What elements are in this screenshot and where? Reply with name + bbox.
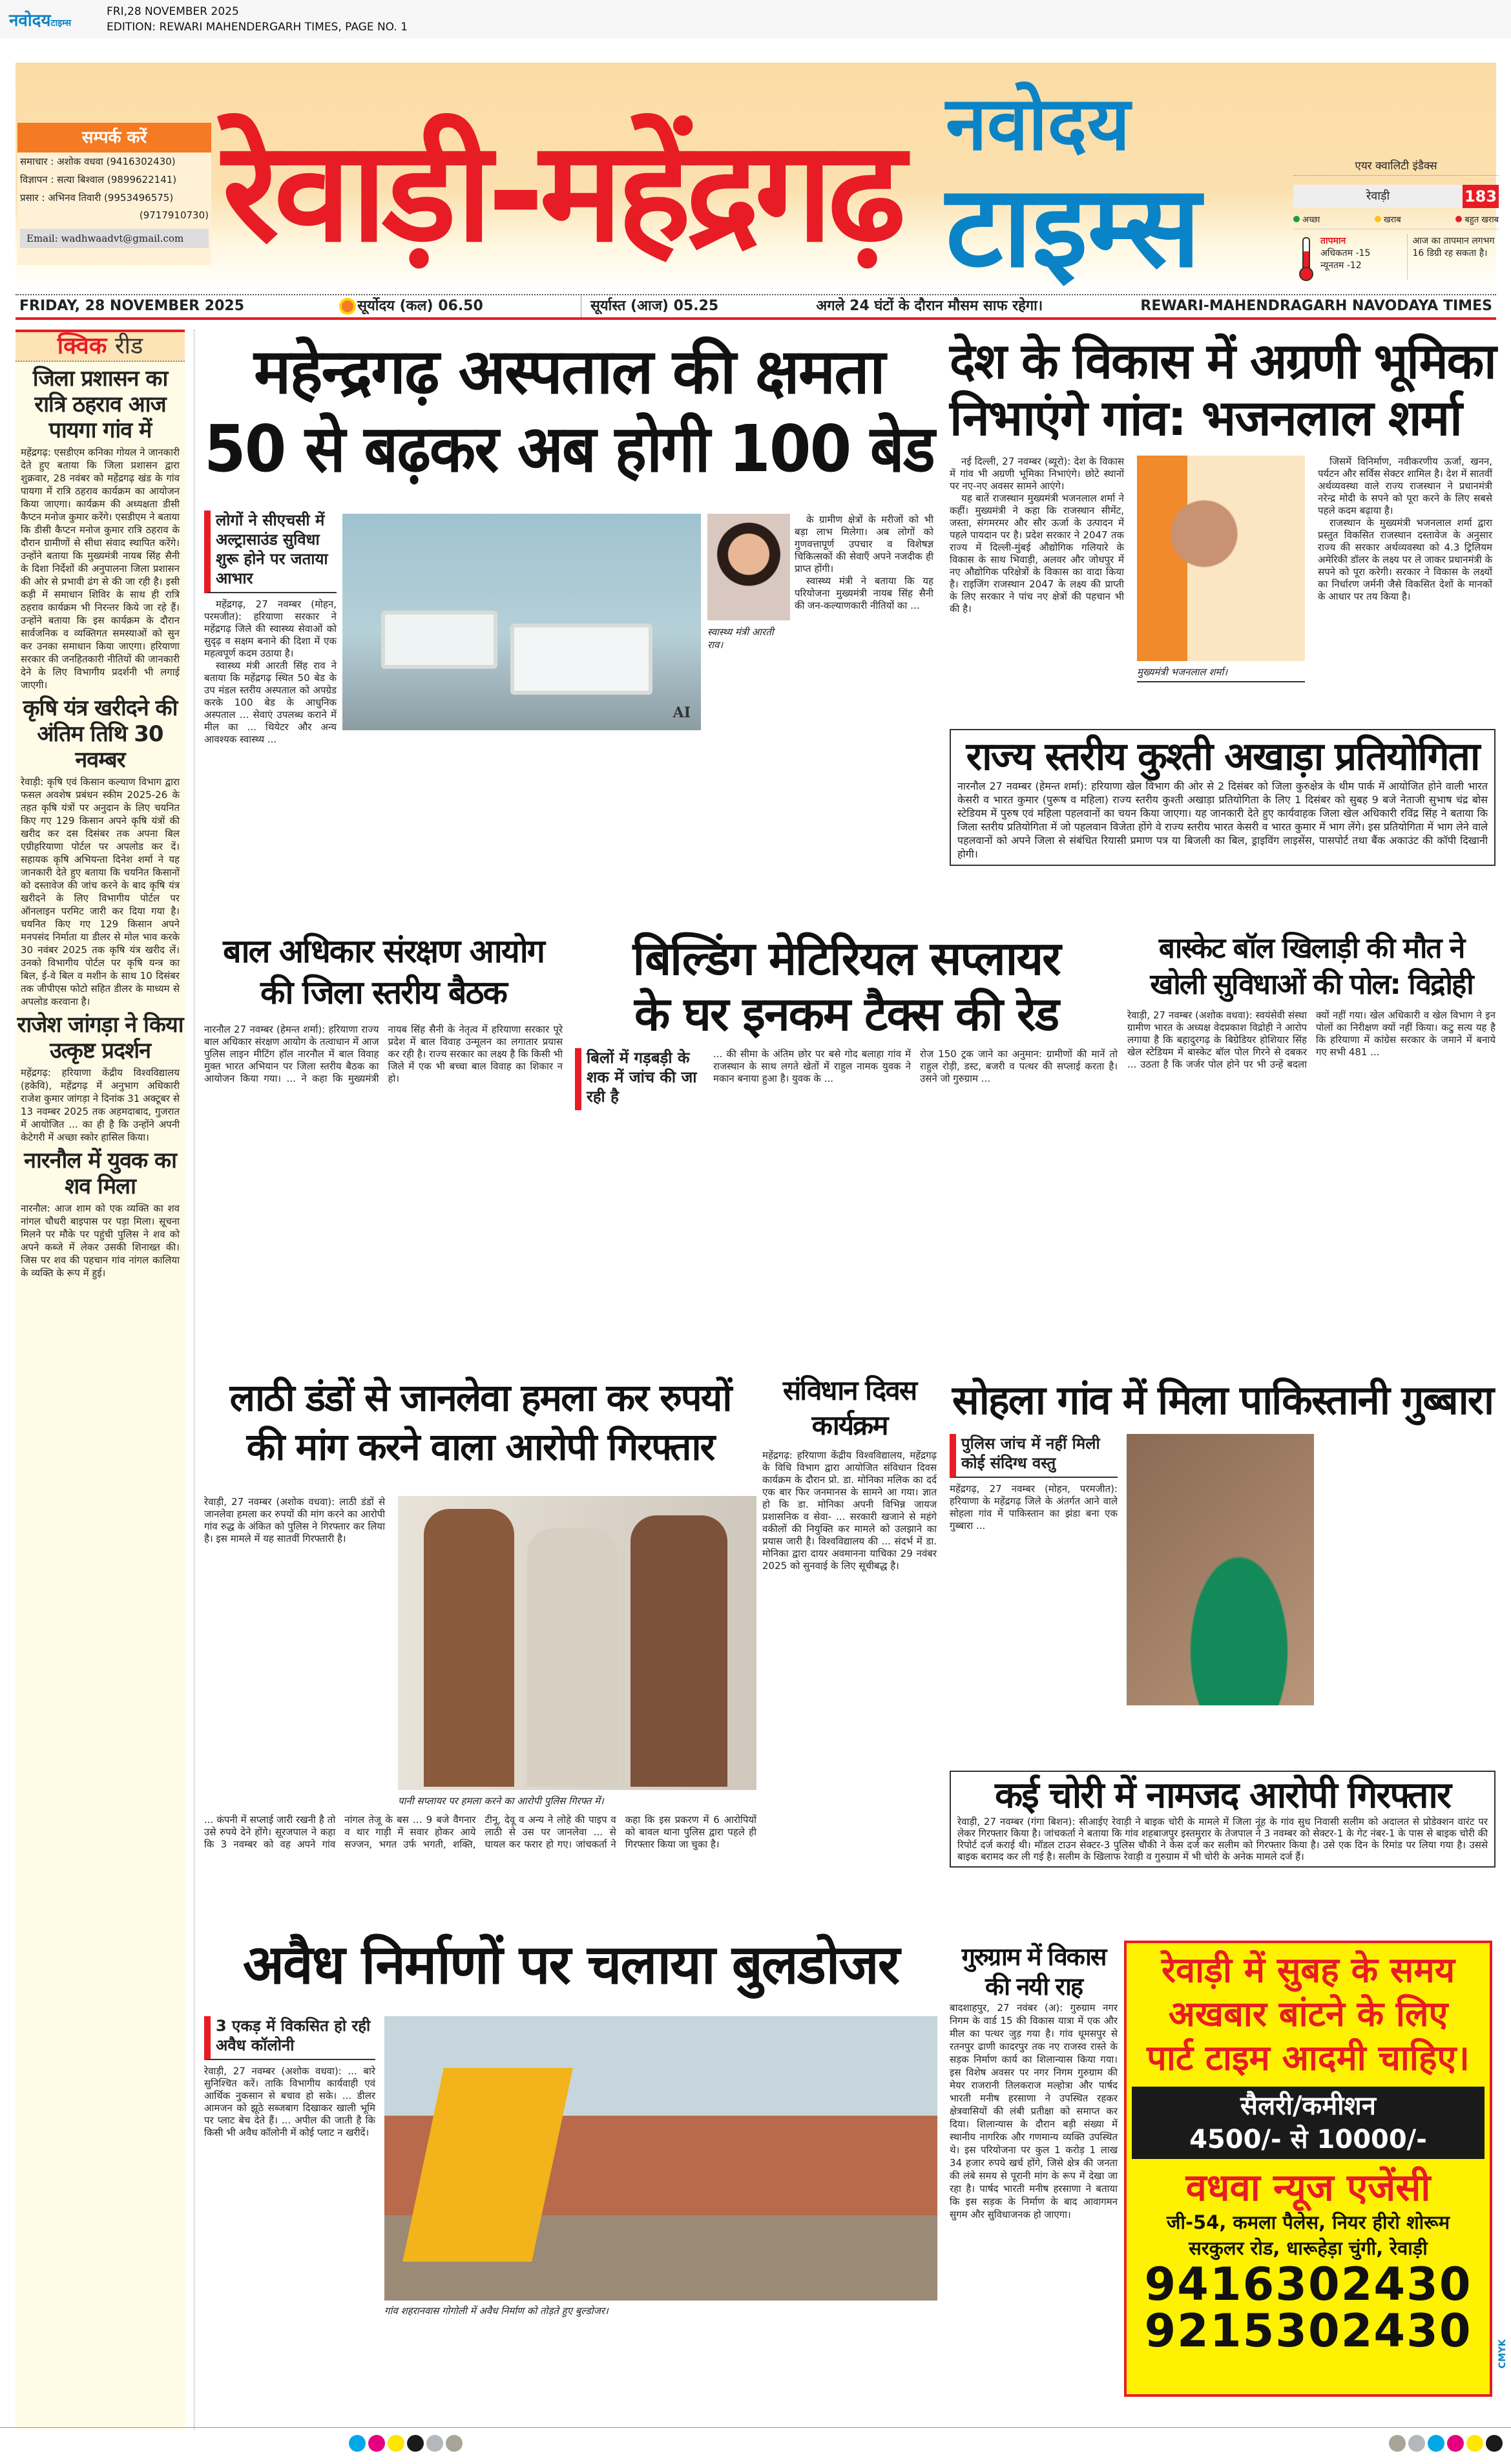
hospital-side-text (795, 514, 933, 612)
lathi-body-2: ... कंपनी में सप्लाई जारी रखनी है तो उसे रुपये देने होंगे। सूरजपाल ने कहा कि 3 नवम्बर को वह अपने गांव नांगल तेजू के बस ... 9 बजे वैगनार व थार गाड़ी में सवार होकर आये सज्जन, भगत उर्फ भगती, शक्ति, टीनू, देवू व अन्य ने लोहे की पाइप व लाठी से उस पर जानलेवा ... से घायल कर फरार हो गए। जांचकर्ता ने कहा कि इस प्रकरण में 6 आरोपियों को बावल थाना पुलिस द्वारा पहले ही गिरफ्तार किया जा चुका है। (204, 1814, 756, 1850)
chori-headline: कई चोरी में नामजद आरोपी गिरफ्तार (995, 1774, 1450, 1816)
registration-dot (368, 2435, 385, 2452)
lathi-body: रेवाड़ी, 27 नवम्बर (अशोक वधवा): लाठी डंडों से जानलेवा हमला कर रुपयों की मांग करने का आरोपी गांव रुद्ध के अंकित को पुलिस ने गिरफ्तार कर लिया है। इस मामले में यह सातवीं गिरफ्तारी है। (204, 1496, 385, 1544)
quick-body: महेंद्रगढ़: हरियाणा केंद्रीय विश्वविद्यालय (हकेवि), महेंद्रगढ़ में अनुभाग अधिकारी राजेश कुमार जांगड़ा ने दिनांक 31 अक्टूबर से 13 नवम्बर 2025 तक अहमदाबाद, गुजरात में आयोजित ... का ही है कि उन्होंने अपनी केटेगरी में अच्छा स्कोर हासिल किया। (21, 1067, 180, 1143)
hospital-headline-2: 50 से बढ़कर अब होगी 100 बेड (204, 411, 934, 487)
paragraph: यह बातें राजस्थान मुख्यमंत्री भजनलाल शर्मा ने कहीं। मुख्यमंत्री ने कहा कि राजस्थान सीमेंट, जस्ता, संगमरमर और सौर ऊर्जा के उत्पादन में पहले पायदान पर है। प्रदेश सरकार ने 2047 तक राज्य में दिल्ली-मुंबई औद्योगिक गलियारे के विकास के साथ भिवाड़ी, अलवर और जोधपुर में नए औद्योगिक परिक्षेत्रों के विकास का वादा किया है। राइजिंग राजस्थान 2047 के लक्ष्य की प्राप्ती के लिए सरकार ने पांच नए क्षेत्रों की पहचान भी की है। (950, 492, 1124, 615)
pakistani-balloon-photo (1127, 1434, 1314, 1705)
sunrise-label: सूर्योदय (कल) (357, 298, 433, 314)
contact-heading: सम्पर्क करें (17, 123, 211, 153)
sun-icon (342, 300, 353, 312)
samvidhan-story (762, 1373, 937, 1572)
basketball-headline: बास्केट बॉल खिलाड़ी की मौत ने खोली सुविधाओं की पोल: विद्रोही (1150, 932, 1473, 1001)
ad-line-2: अखबार बांटने के लिए (1168, 1994, 1448, 2034)
footer-rule (0, 2427, 1511, 2428)
contact-news: समाचार : अशोक वधवा (9416302430) (20, 156, 176, 167)
quick-body: महेंद्रगढ़: एसडीएम कनिका गोयल ने जानकारी देते हुए बताया कि जिला प्रशासन द्वारा शुक्रवार, 28 नवंबर को महेंद्रगढ़ खंड के गांव पायगा में रात्रि ठहराव कार्यक्रम का आयोजन किया जाएगा। कार्यक्रम की अध्यक्षता डीसी कैप्टन मनोज कुमार करेंगे। एसडीएम ने बताया कि डीसी कैप्टन मनोज कुमार रात्रि ठहराव के दौरान ग्रामीणों से सीधा संवाद स्थापित करेंगे। उन्होंने बताया कि मुख्यमंत्री नायब सिंह सैनी के दिशा निर्देशों की अनुपालना जिला प्रशासन की ओर से प्रभावी ढंग से की जा रही है। इसी कड़ी में समाधान शिविर के साथ ही रात्रि ठहराव कार्यक्रम भी निरन्तर किये जा रहे हैं। उन्होंने बताया कि इस कार्यक्रम के दौरान सार्वजनिक व व्यक्तिगत समस्याओं को सुन कर उनका समाधान किया जाएगा। हरियाणा सरकार की जनहितकारी नीतियों की जानकारी देने के लिए विभागीय प्रदर्शनी भी लगाई जाएगी। (21, 447, 180, 691)
bal-adhikar-headline: बाल अधिकार संरक्षण आयोग की जिला स्तरीय बैठक (223, 932, 544, 1011)
samvidhan-headline: संविधान दिवस कार्यक्रम (782, 1374, 917, 1441)
job-advertisement (1124, 1941, 1492, 2397)
paragraph: राजस्थान के मुख्यमंत्री भजनलाल शर्मा द्वारा प्रस्तुत विकसित राजस्थान दस्तावेज के अनुसार राज्य की सरकार अर्थव्यवस्था को 4.3 ट्रिलियम अमेरिकी डॉलर के लक्ष्य पर ले जाकर प्रधानमंत्री के सपने को पूरा करेगी। सरकार ने विकास के लक्ष्यों का निर्धारण जर्मनी जैसे विकसित देशों के मानकों के आधार पर तय किया है। (1318, 517, 1492, 602)
legend-very-bad: बहुत खराब (1464, 215, 1499, 225)
masthead-title-blue-bottom: टाइम्स (946, 162, 1201, 293)
divider (16, 317, 1496, 320)
police-arrest-photo (398, 1496, 756, 1790)
ad-line-3: पार्ट टाइम आदमी चाहिए। (1147, 2038, 1470, 2078)
paragraph: स्वास्थ्य मंत्री ने बताया कि यह परियोजना मुख्यमंत्री नायब सिंह सैनी की जन-कल्याणकारी नीतियों का ... (795, 575, 933, 611)
aqi-city: रेवाड़ी (1293, 185, 1463, 208)
ad-agency: वधवा न्यूज एजेंसी (1185, 2165, 1431, 2209)
sohla-subhead: पुलिस जांच में नहीं मिली कोई संदिग्ध वस्तु (950, 1434, 1118, 1478)
registration-dot (1466, 2435, 1483, 2452)
hospital-story (204, 333, 934, 488)
green-dot-icon (1293, 216, 1300, 222)
quick-body: नारनौल: आज शाम को एक व्यक्ति का शव नांगल चौधरी बाइपास पर पड़ा मिला। सूचना मिलने पर मौके पर पहुंची पुलिस ने शव को अपने कब्जे में लेकर उसकी शिनाख्त की। जिस पर शव की पहचान गांव नांगल कालिया के व्यक्ति के रूप में हुई। (21, 1203, 180, 1279)
contact-circulation-alt: (9717910730) (139, 209, 209, 221)
bhajanlal-col-1 (950, 456, 1124, 615)
gurugram-headline: गुरुग्राम में विकास की नयी राह (961, 1943, 1106, 2001)
registration-dot (1428, 2435, 1444, 2452)
quick-read-column (16, 330, 185, 2430)
paragraph: जिसमें विनिर्माण, नवीकरणीय ऊर्जा, खनन, पर्यटन और सर्विस सेक्टर शामिल है। देश में सातवीं अर्थव्यवस्था वाले राज्य राजस्थान ने प्रधानमंत्री नरेन्द्र मोदी के सपने को पूरा करने के लिए सबसे पहले कदम बढ़ाया है। (1318, 456, 1492, 516)
registration-dot (349, 2435, 366, 2452)
masthead (16, 63, 1499, 293)
ad-salary-box (1132, 2087, 1485, 2159)
weather-note: अगले 24 घंटों के दौरान मौसम साफ रहेगा। (816, 298, 1043, 314)
red-dot-icon (1455, 216, 1462, 222)
minister-photo (707, 514, 790, 620)
quick-headline: कृषि यंत्र खरीदने की अंतिम तिथि 30 नवम्बर (23, 695, 178, 773)
quick-headline: राजेश जांगड़ा ने किया उत्कृष्ट प्रदर्शन (17, 1012, 183, 1064)
yellow-dot-icon (1375, 216, 1381, 222)
gurugram-story (950, 1942, 1118, 2221)
gurugram-body: बादशाहपुर, 27 नवंबर (अ): गुरुग्राम नगर निगम के वार्ड 15 की विकास यात्रा में एक और मील का पत्थर जुड़ गया है। गांव धूमसपुर से रतनपुर ढाणी कादरपुर तक नए राजस्व रास्ते के सड़क निर्माण कार्य का शिलान्यास किया गया। इस विशेष अवसर पर नगर निगम गुरुग्राम की मेयर राजरानी तिलकराज मल्होत्रा और पार्षद भारती मनीष हरसाणा ने उपस्थित रहकर क्षेत्रवासियों की लंबी प्रतीक्षा को समाप्त कर दिया। शिलान्यास के दौरान बड़ी संख्या में स्थानीय नागरिक और गणमान्य व्यक्ति उपस्थित थे। इस परियोजना पर कुल 1 करोड़ 1 लाख 34 हजार रुपये खर्च होंगे, जिसे क्षेत्र की जनता की लंबे समय से पूरानी मांग के रूप में देखा जा रहा है। पार्षद भारती मनीष हरसाणा ने बताया कि इस सड़क के निर्माण के बाद आवागमन सुगम और सुविधाजनक हो जाएगा। (950, 2002, 1118, 2220)
paragraph: के ग्रामीण क्षेत्रों के मरीजों को भी बड़ा लाभ मिलेगा। अब लोगों को गुणवत्तापूर्ण उपचार व विशेषज्ञ चिकित्सकों की सेवाएँ अपने नजदीक ही प्राप्त होंगी। (795, 514, 933, 574)
salary-label: सैलरी/कमीशन (1240, 2091, 1376, 2121)
registration-dot (1389, 2435, 1406, 2452)
bulldozer-body: रेवाड़ी, 27 नवम्बर (अशोक वधवा): ... बारे सुनिश्चित करें। ताकि विभागीय कार्यवाही एवं आर्थिक नुकसान से बचाव हो सके। ... डीलर आमजन को झूठे सब्जबाग दिखाकर खाली भूमि पर प्लाट बेच देते हैं। ... अपील की जाती है कि किसी भी अवैध कॉलोनी में कोई प्लाट न खरीदें। (204, 2065, 375, 2138)
bal-adhikar-body: नारनौल 27 नवम्बर (हेमन्त शर्मा): हरियाणा राज्य बाल अधिकार संरक्षण आयोग के तत्वाधान में आज पुलिस लाइन मीटिंग हॉल नारनौल में बाल विवाह मुक्त भारत अभियान पर जिला स्तरीय बैठक का आयोजन किया गया। ... ने कहा कि मुख्यमंत्री नायब सिंह सैनी के नेतृत्व में हरियाणा सरकार पूरे प्रदेश में बाल विवाह उन्मूलन का लगातार प्रयास कर रही है। राज्य सरकार का लक्ष्य है कि किसी भी जिले में एक भी बच्चा बाल विवाह का शिकार न हो। (204, 1024, 563, 1084)
samvidhan-body: महेंद्रगढ़: हरियाणा केंद्रीय विश्वविद्यालय, महेंद्रगढ़ के विधि विभाग द्वारा आयोजित संविधान दिवस कार्यक्रम के दौरान प्रो. डा. मोनिका मलिक का दर्द एक बार फिर जनमानस के सामने आ गया। ज्ञात हो कि डा. मोनिका अपनी विभिन्न जायज प्रशासनिक व सेवा- ... सरकारी खजाने से महंगे वकीलों की नियुक्ति कर मामले को उलझाने का प्रयास जारी है। विश्वविद्यालय की ... संदर्भ में डा. मोनिका द्वारा दायर अवमानना याचिका 29 नवंबर 2025 को सुनवाई के लिए सूचीबद्ध है। (762, 1449, 937, 1572)
building-headline-1: बिल्डिंग मेटिरियल सप्लायर (632, 931, 1060, 985)
bhajanlal-story (950, 333, 1495, 447)
paper-name: REWARI-MAHENDRAGARH NAVODAYA TIMES (1140, 298, 1492, 314)
sunrise-time: 06.50 (438, 298, 483, 314)
date-row (16, 294, 1496, 317)
edition-line: EDITION: REWARI MAHENDERGARH TIMES, PAGE NO. 1 (107, 21, 408, 34)
bulldozer-story (204, 1932, 937, 2317)
ad-phone-2[interactable]: 9215302430 (1144, 2304, 1472, 2357)
temp-max: अधिकतम -15 (1320, 248, 1371, 258)
registration-dot (407, 2435, 424, 2452)
registration-dot (388, 2435, 404, 2452)
police-photo-caption: पानी सप्लायर पर हमला करने का आरोपी पुलिस गिरफ्त में। (398, 1795, 604, 1807)
wrestling-body: नारनौल 27 नवम्बर (हेमन्त शर्मा): हरियाणा खेल विभाग की ओर से 2 दिसंबर को जिला कुरुक्षेत्र के थीम पार्क में आयोजित होने वाली भारत केसरी व भारत कुमार (पुरूष व महिला) राज्य स्तरीय कुश्ती अखाड़ा प्रतियोगिता के लिए 1 दिसंबर को सुबह 9 बजे नेताजी सुभाष चंद्र बोस स्टेडियम में पुरुष एवं महिला पहलवानों का चयन किया जाएगा। यह जानकारी देते हुए कार्यवाहक जिला खेल अधिकारी रविंद्र सिंह ने बताया कि जिला स्तरीय प्रतियोगिता में जो पहलवान विजेता होंगे वे राज्य स्तरीय भारत केसरी व भारत कुमार में भाग लेंगे। इस प्रतियोगिता में भाग लेने वाले पहलवानों को अपने जिला से संबंधित रियासी प्रमाण पत्र या बिजली का बिल, ड्राइविंग लाइसेंस, पासपोर्ट तथा बैंक अकाउंट की कॉपी दिखानी होगी। (957, 780, 1488, 860)
ad-address-1: जी-54, कमला पैलेस, नियर हीरो शोरूम (1166, 2211, 1450, 2233)
contact-box (17, 123, 211, 265)
bal-adhikar-story (204, 931, 563, 1085)
chief-minister-photo (1137, 456, 1305, 661)
lathi-headline-1: लाठी डंडों से जानलेवा हमला कर रुपयों (229, 1376, 731, 1420)
quick-headline: नारनौल में युवक का शव मिला (24, 1148, 176, 1199)
quick-body: रेवाड़ी: कृषि एवं किसान कल्याण विभाग द्वारा फसल अवशेष प्रबंधन स्कीम 2025-26 के तहत कृषि यंत्रों पर अनुदान के लिए चयनित किए गए 129 किसान अपने कृषि यंत्रों की खरीद कर दस दिसंबर तक अपना बिल एग्रीहरियाणा पोर्टल पर अपलोड कर दें। सहायक कृषि अभियन्ता दिनेश शर्मा ने यह जानकारी देते हुए बताया कि चयनित किसानों को दस्तावेज की जांच करने के बाद कृषि यंत्र खरीदने के लिए विभागीय पोर्टल पर ऑनलाइन परमिट जारी कर दिया गया है। चयनित किए गए 129 किसान अपने मनपसंद निर्माता या डीलर से मोल भाव करके 30 नवंबर 2025 तक कृषि यंत्र खरीद लें। उनको विभागीय पोर्टल पर कृषि यन्त्र का बिल, ई-वे बिल व मशीन के साथ 10 दिसंबर तक जीपीएस फोटो सहित डीलर के माध्यम से अपलोड करवाना है। (21, 776, 180, 1007)
bhajanlal-col-3 (1318, 456, 1492, 603)
hospital-subhead: लोगों ने सीएचसी में अल्ट्रासाउंड सुविधा शुरू होने पर जताया आभार (204, 511, 337, 593)
bhajanlal-caption: मुख्यमंत्री भजनलाल शर्मा। (1137, 666, 1305, 682)
bulldozer-headline: अवैध निर्माणों पर चलाया बुलडोजर (242, 1933, 899, 1996)
chori-body: रेवाड़ी, 27 नवम्बर (गंगा बिशन): सीआईए रेवाड़ी ने बाइक चोरी के मामले में जिला नूंह के गांव सुध निवासी सलीम को अदालत से प्रोडेक्शन वारंट पर लेकर गिरफ्तार किया है। जांचकर्ता ने बताया कि गांव शहबाजपुर इस्तमुरार के तेजपाल ने 3 नवम्बर को सेक्टर-1 के गेट नंबर-1 के पास से बाइक चोरी की रिपोर्ट दर्ज कराई थी। मॉडल टाउन सेक्टर-3 पुलिस चौकी ने केस दर्ज कर सलीम को गिरफ्तार किया है। उसे एक दिन के रिमांड पर लिया गया है। उससे बाइक बरामद कर ली गई है। सलीम के खिलाफ रेवाड़ी व गुरुग्राम में भी चोरी के अनेक मामले दर्ज हैं। (957, 1816, 1488, 1862)
paragraph: स्वास्थ्य मंत्री आरती सिंह राव ने बताया कि महेंद्रगढ़ स्थित 50 बेड के उप मंडल स्तरीय अस्पताल को अपग्रेड करके 100 बेड के आधुनिक अस्पताल ... सेवाएं उपलब्ध कराने में मील का ... थियेटर और अन्य आवश्यक स्वास्थ्य ... (204, 660, 337, 745)
contact-ads: विज्ञापन : सत्या बिश्वाल (9899622141) (20, 174, 177, 185)
salary-range: 4500/- से 10000/- (1189, 2125, 1427, 2154)
cmyk-mark: CMYK (1497, 2339, 1508, 2369)
registration-dot (446, 2435, 463, 2452)
contact-email[interactable]: Email: wadhwaadvt@gmail.com (20, 229, 209, 248)
bulldozer-photo (384, 2016, 937, 2301)
paragraph: महेंद्रगढ़, 27 नवम्बर (मोहन, परमजीत): हरियाणा सरकार ने महेंद्रगढ़ जिले की स्वास्थ्य सेवाओं को सुदृढ़ व सक्षम बनाने की दिशा में एक महत्वपूर्ण कदम उठाया है। (204, 598, 337, 659)
hospital-text-col (204, 511, 337, 746)
registration-dot (1408, 2435, 1425, 2452)
registration-dot (426, 2435, 443, 2452)
basketball-body: रेवाड़ी, 27 नवम्बर (अशोक वधवा): स्वयंसेवी संस्था ग्रामीण भारत के अध्यक्ष वेदप्रकाश विद्रोही ने आरोप लगाया है कि बहादुरगढ़ के बिग्रेडियर होशियार सिंह खेल स्टेडियम में बास्केट बॉल पोल गिरने से दबकर ... उठता है कि जर्जर पोल होने पर भी उन्हें बदला क्यों नहीं गया। खेल अधिकारी व खेल विभाग ने इन पोलों का निरीक्षण क्यों नहीं किया। कटु सत्य यह है कि हरियाणा में कांग्रेस सरकार के जमाने में बनाये गए सभी 481 ... (1127, 1009, 1495, 1070)
lathi-headline-2: की मांग करने वाला आरोपी गिरफ्तार (246, 1425, 714, 1469)
hospital-headline-1: महेन्द्रगढ़ अस्पताल की क्षमता (254, 335, 884, 408)
temp-min: न्यूनतम -12 (1320, 260, 1362, 271)
sohla-body: महेंद्रगढ़, 27 नवम्बर (मोहन, परमजीत): हरियाणा के महेंद्रगढ़ जिले के अंतर्गत आने वाले सोहला गांव में पाकिस्तान का झंडा बना एक गुब्बारा ... (950, 1483, 1118, 1532)
hospital-body (204, 598, 337, 746)
aqi-title: एयर क्वालिटी इंडैक्स (1293, 158, 1499, 176)
bhajanlal-headline-2: निभाएंगे गांव: भजनलाल शर्मा (950, 389, 1461, 447)
ad-line-1: रेवाड़ी में सुबह के समय (1161, 1950, 1455, 1990)
registration-dot (1486, 2435, 1503, 2452)
contact-circulation: प्रसार : अभिनव तिवारी (9953496575) (20, 192, 174, 204)
aqi-legend (1293, 213, 1499, 229)
wrestling-headline: राज्य स्तरीय कुश्ती अखाड़ा प्रतियोगिता (966, 734, 1479, 779)
issue-date: FRI,28 NOVEMBER 2025 (107, 5, 239, 18)
bhajanlal-headline-1: देश के विकास में अग्रणी भूमिका (950, 332, 1495, 390)
lathi-attack-story (204, 1373, 756, 1850)
building-body-2: रोज 150 ट्रक जाने का अनुमान: ग्रामीणों की मानें तो राहुल रोड़ी, डस्ट, बजरी व पत्थर की सप्लाई करता है। उसने जो गुरुग्राम ... (920, 1048, 1118, 1084)
ad-phone-1[interactable]: 9416302430 (1144, 2258, 1472, 2311)
paragraph: नई दिल्ली, 27 नवम्बर (ब्यूरो): देश के विकास में गांव भी अग्रणी भूमिका निभाएंगे। छोटे स्थानों पर नए-नए अवसर सामने आएंगे। (950, 456, 1124, 492)
legend-good: अच्छा (1302, 215, 1320, 225)
temp-label: तापमान (1320, 236, 1346, 246)
temp-note: आज का तापमान लगभग 16 डिग्री रह सकता है। (1412, 236, 1495, 258)
sohla-body-2 (1323, 1434, 1495, 1705)
theft-arrest-story (950, 1771, 1495, 1868)
building-material-story (575, 931, 1118, 1115)
basketball-story (1127, 931, 1495, 1071)
building-headline-2: के घर इनकम टैक्स की रेड (634, 987, 1058, 1041)
quick-read-header: क्विक रीड (16, 330, 185, 362)
sohla-headline: सोहला गांव में मिला पाकिस्तानी गुब्बारा (952, 1376, 1494, 1424)
thermometer-icon (1293, 235, 1317, 280)
masthead-title-red: रेवाड़ी-महेंद्रगढ़ (222, 111, 901, 273)
building-body: ... की सीमा के अंतिम छोर पर बसे गोद बलाहा गांव में राजस्थान के साथ लगते खेतों में राहुल नामक युवक ने मकान बनाया हुआ है। युवक के ... (713, 1048, 911, 1084)
sunset-label: सूर्यास्त (आज) (590, 298, 669, 314)
mini-logo: नवोदयटाइम्स (9, 11, 72, 30)
hospital-ward-photo (342, 514, 701, 730)
masthead-title-blue-top: नवोदय (946, 81, 1131, 167)
ad-address-2: सरकुलर रोड, धारूहेड़ा चुंगी, रेवाड़ी (1189, 2237, 1428, 2259)
minister-caption: स्वास्थ्य मंत्री आरती राव। (707, 626, 774, 651)
registration-dot (1447, 2435, 1464, 2452)
legend-bad: खराब (1383, 215, 1401, 225)
aqi-value: 183 (1463, 185, 1499, 208)
bulldozer-subhead: 3 एकड़ में विकसित हो रही अवैध कॉलोनी (204, 2016, 375, 2060)
wrestling-story (950, 729, 1495, 866)
sunset-time: 05.25 (673, 298, 719, 314)
temperature-widget (1293, 235, 1499, 280)
building-subhead: बिलों में गड़बड़ी के शक में जांच की जा रही है (575, 1048, 704, 1110)
top-bar (0, 0, 1511, 39)
ai-label: AI (672, 704, 691, 721)
quick-headline: जिला प्रशासन का रात्रि ठहराव आज पायगा गांव में (32, 366, 168, 443)
bulldozer-caption: गांव शहरानवास गोगोली में अवैध निर्माण को तोड़ते हुए बुल्डोजर। (384, 2305, 609, 2317)
air-quality-widget (1293, 158, 1499, 280)
full-date: FRIDAY, 28 NOVEMBER 2025 (19, 298, 245, 314)
sohla-balloon-story (950, 1373, 1495, 1705)
